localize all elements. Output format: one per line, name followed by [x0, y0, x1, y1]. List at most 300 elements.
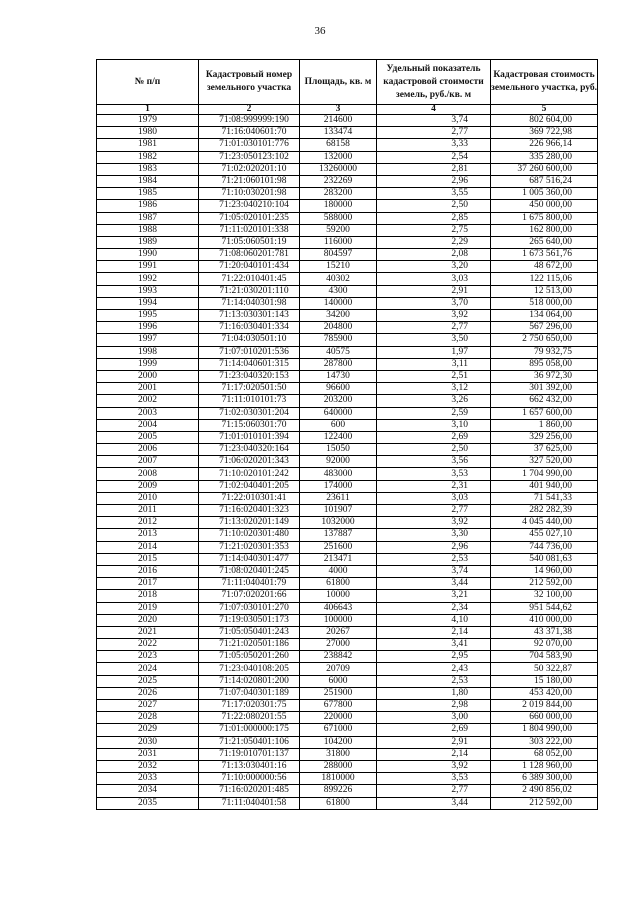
area-value: 20709	[300, 663, 377, 675]
area-value: 1032000	[300, 517, 377, 529]
area-value: 15210	[300, 261, 377, 273]
column-number: 1	[97, 105, 199, 115]
header-cadastral-number: Кадастровый номер земельного участка	[199, 60, 300, 105]
cadastral-cost: 1 675 800,00	[491, 212, 598, 224]
row-number: 1985	[97, 188, 199, 200]
row-number: 1988	[97, 224, 199, 236]
specific-value: 3,70	[377, 297, 491, 309]
area-value: 220000	[300, 712, 377, 724]
specific-value: 2,69	[377, 724, 491, 736]
cadastral-number: 71:01:000000:175	[199, 724, 300, 736]
area-value: 174000	[300, 480, 377, 492]
cadastral-number: 71:05:050401:243	[199, 626, 300, 638]
row-number: 2020	[97, 614, 199, 626]
table-row	[97, 700, 598, 712]
row-number: 2009	[97, 480, 199, 492]
area-value: 14730	[300, 370, 377, 382]
table-row	[97, 760, 598, 772]
specific-value: 3,21	[377, 590, 491, 602]
table-row	[97, 346, 598, 358]
cadastral-number: 71:05:050201:260	[199, 651, 300, 663]
specific-value: 2,81	[377, 163, 491, 175]
specific-value: 3,10	[377, 419, 491, 431]
specific-value: 2,43	[377, 663, 491, 675]
table-row	[97, 188, 598, 200]
cadastral-cost: 1 128 960,00	[491, 760, 598, 772]
specific-value: 2,77	[377, 785, 491, 797]
table-row	[97, 578, 598, 590]
area-value: 288000	[300, 760, 377, 772]
table-body	[97, 115, 598, 810]
table-row	[97, 175, 598, 187]
specific-value: 2,77	[377, 322, 491, 334]
cadastral-number: 71:13:030301:143	[199, 310, 300, 322]
specific-value: 2,59	[377, 407, 491, 419]
row-number: 2022	[97, 639, 199, 651]
specific-value: 2,77	[377, 127, 491, 139]
cadastral-number: 71:10:020301:480	[199, 529, 300, 541]
table-row	[97, 565, 598, 577]
cadastral-number: 71:21:060101:98	[199, 175, 300, 187]
cadastral-number: 71:11:010101:73	[199, 395, 300, 407]
cadastral-cost: 453 420,00	[491, 687, 598, 699]
row-number: 1982	[97, 151, 199, 163]
table-row	[97, 626, 598, 638]
cadastral-number: 71:22:010401:45	[199, 273, 300, 285]
cadastral-cost: 369 722,98	[491, 127, 598, 139]
specific-value: 2,53	[377, 675, 491, 687]
area-value: 671000	[300, 724, 377, 736]
specific-value: 3,74	[377, 115, 491, 127]
cadastral-cost: 329 256,00	[491, 431, 598, 443]
table-row	[97, 395, 598, 407]
cadastral-cost: 4 045 440,00	[491, 517, 598, 529]
cadastral-cost: 122 115,06	[491, 273, 598, 285]
area-value: 27000	[300, 639, 377, 651]
specific-value: 2,08	[377, 249, 491, 261]
row-number: 2010	[97, 492, 199, 504]
cadastral-cost: 71 541,33	[491, 492, 598, 504]
area-value: 600	[300, 419, 377, 431]
cadastral-cost: 2 750 650,00	[491, 334, 598, 346]
table-row	[97, 541, 598, 553]
row-number: 1987	[97, 212, 199, 224]
table-row	[97, 529, 598, 541]
table-row	[97, 297, 598, 309]
cadastral-cost: 2 490 856,02	[491, 785, 598, 797]
row-number: 2011	[97, 505, 199, 517]
specific-value: 2,29	[377, 236, 491, 248]
area-value: 68158	[300, 139, 377, 151]
cadastral-cost: 335 280,00	[491, 151, 598, 163]
area-value: 213471	[300, 553, 377, 565]
table-row	[97, 797, 598, 809]
cadastral-number: 71:21:020301:353	[199, 541, 300, 553]
cadastral-cost: 1 704 990,00	[491, 468, 598, 480]
header-cadastral-cost: Кадастровая стоимость земельного участка, руб.	[491, 60, 598, 105]
row-number: 1984	[97, 175, 199, 187]
cadastral-number: 71:01:030101:776	[199, 139, 300, 151]
specific-value: 3,26	[377, 395, 491, 407]
specific-value: 3,41	[377, 639, 491, 651]
row-number: 2024	[97, 663, 199, 675]
cadastral-number: 71:11:040401:58	[199, 797, 300, 809]
page-number: 36	[314, 25, 326, 37]
area-value: 232269	[300, 175, 377, 187]
cadastral-number: 71:16:040601:70	[199, 127, 300, 139]
cadastral-number: 71:07:020201:66	[199, 590, 300, 602]
specific-value: 3,33	[377, 139, 491, 151]
specific-value: 3,53	[377, 773, 491, 785]
table-row	[97, 590, 598, 602]
area-value: 406643	[300, 602, 377, 614]
cadastral-number: 71:05:060501:19	[199, 236, 300, 248]
cadastral-number: 71:14:040301:477	[199, 553, 300, 565]
specific-value: 2,50	[377, 444, 491, 456]
row-number: 1994	[97, 297, 199, 309]
cadastral-cost: 1 673 561,76	[491, 249, 598, 261]
specific-value: 2,91	[377, 736, 491, 748]
area-value: 15050	[300, 444, 377, 456]
specific-value: 1,97	[377, 346, 491, 358]
area-value: 1810000	[300, 773, 377, 785]
specific-value: 2,54	[377, 151, 491, 163]
specific-value: 1,80	[377, 687, 491, 699]
cadastral-number: 71:21:030201:110	[199, 285, 300, 297]
specific-value: 3,50	[377, 334, 491, 346]
table-row	[97, 419, 598, 431]
area-value: 10000	[300, 590, 377, 602]
header-specific-value: Удельный показатель кадастровой стоимости земель, руб./кв. м	[377, 60, 491, 105]
area-value: 59200	[300, 224, 377, 236]
row-number: 1986	[97, 200, 199, 212]
cadastral-cost: 162 800,00	[491, 224, 598, 236]
table-row	[97, 675, 598, 687]
specific-value: 3,30	[377, 529, 491, 541]
cadastral-cost: 282 282,39	[491, 505, 598, 517]
area-value: 133474	[300, 127, 377, 139]
row-number: 2026	[97, 687, 199, 699]
row-number: 2012	[97, 517, 199, 529]
area-value: 122400	[300, 431, 377, 443]
area-value: 140000	[300, 297, 377, 309]
cadastral-number: 71:10:020101:242	[199, 468, 300, 480]
area-value: 204800	[300, 322, 377, 334]
area-value: 483000	[300, 468, 377, 480]
row-number: 2032	[97, 760, 199, 772]
table-row	[97, 383, 598, 395]
row-number: 1999	[97, 358, 199, 370]
cadastral-cost: 1 860,00	[491, 419, 598, 431]
table-row	[97, 736, 598, 748]
area-value: 6000	[300, 675, 377, 687]
cadastral-cost: 14 960,00	[491, 565, 598, 577]
table-row	[97, 139, 598, 151]
cadastral-cost: 951 544,62	[491, 602, 598, 614]
row-number: 1992	[97, 273, 199, 285]
area-value: 92000	[300, 456, 377, 468]
table-row	[97, 724, 598, 736]
cadastral-number: 71:01:010101:394	[199, 431, 300, 443]
row-number: 2001	[97, 383, 199, 395]
specific-value: 2,51	[377, 370, 491, 382]
specific-value: 2,50	[377, 200, 491, 212]
cadastral-cost: 265 640,00	[491, 236, 598, 248]
specific-value: 2,14	[377, 626, 491, 638]
cadastral-cost: 1 657 600,00	[491, 407, 598, 419]
area-value: 804597	[300, 249, 377, 261]
cadastral-number: 71:23:050123:102	[199, 151, 300, 163]
cadastral-number: 71:15:060301:70	[199, 419, 300, 431]
cadastral-cost: 15 180,00	[491, 675, 598, 687]
row-number: 2002	[97, 395, 199, 407]
row-number: 1990	[97, 249, 199, 261]
specific-value: 2,31	[377, 480, 491, 492]
table-row	[97, 285, 598, 297]
table-row	[97, 224, 598, 236]
table-row	[97, 480, 598, 492]
area-value: 100000	[300, 614, 377, 626]
table-row	[97, 249, 598, 261]
specific-value: 2,77	[377, 505, 491, 517]
cadastral-number: 71:02:020201:10	[199, 163, 300, 175]
specific-value: 3,53	[377, 468, 491, 480]
specific-value: 2,96	[377, 541, 491, 553]
area-value: 101907	[300, 505, 377, 517]
cadastral-number: 71:02:030301:204	[199, 407, 300, 419]
cadastral-cost: 687 516,24	[491, 175, 598, 187]
table-row	[97, 261, 598, 273]
specific-value: 3,92	[377, 310, 491, 322]
cadastral-number: 71:21:020501:186	[199, 639, 300, 651]
specific-value: 3,11	[377, 358, 491, 370]
table-row	[97, 334, 598, 346]
specific-value: 3,00	[377, 712, 491, 724]
row-number: 2015	[97, 553, 199, 565]
table-row	[97, 651, 598, 663]
area-value: 34200	[300, 310, 377, 322]
row-number: 2018	[97, 590, 199, 602]
area-value: 283200	[300, 188, 377, 200]
cadastral-number: 71:13:020201:149	[199, 517, 300, 529]
row-number: 1995	[97, 310, 199, 322]
cadastral-cost: 32 100,00	[491, 590, 598, 602]
cadastral-cost: 1 005 360,00	[491, 188, 598, 200]
cadastral-number: 71:14:040601:315	[199, 358, 300, 370]
row-number: 2004	[97, 419, 199, 431]
row-number: 2027	[97, 700, 199, 712]
cadastral-number: 71:20:040101:434	[199, 261, 300, 273]
cadastral-number: 71:19:030501:173	[199, 614, 300, 626]
cadastral-cost: 36 972,30	[491, 370, 598, 382]
area-value: 23611	[300, 492, 377, 504]
cadastral-cost: 540 081,63	[491, 553, 598, 565]
table-header-row	[97, 60, 598, 105]
specific-value: 3,55	[377, 188, 491, 200]
row-number: 2023	[97, 651, 199, 663]
table-row	[97, 773, 598, 785]
area-value: 13260000	[300, 163, 377, 175]
cadastral-cost: 704 583,90	[491, 651, 598, 663]
area-value: 4300	[300, 285, 377, 297]
table-row	[97, 712, 598, 724]
row-number: 2005	[97, 431, 199, 443]
cadastral-cost: 301 392,00	[491, 383, 598, 395]
table-row	[97, 370, 598, 382]
cadastral-number: 71:13:030401:16	[199, 760, 300, 772]
specific-value: 3,44	[377, 578, 491, 590]
area-value: 61800	[300, 797, 377, 809]
cadastral-number: 71:11:020101:338	[199, 224, 300, 236]
cadastral-value-table	[96, 59, 598, 810]
cadastral-number: 71:23:040320:153	[199, 370, 300, 382]
table-row	[97, 236, 598, 248]
area-value: 96600	[300, 383, 377, 395]
table-row	[97, 407, 598, 419]
row-number: 2034	[97, 785, 199, 797]
specific-value: 3,20	[377, 261, 491, 273]
column-number: 4	[377, 105, 491, 115]
cadastral-cost: 895 058,00	[491, 358, 598, 370]
cadastral-number: 71:08:999999:190	[199, 115, 300, 127]
area-value: 203200	[300, 395, 377, 407]
specific-value: 3,44	[377, 797, 491, 809]
specific-value: 2,91	[377, 285, 491, 297]
area-value: 785900	[300, 334, 377, 346]
area-value: 251600	[300, 541, 377, 553]
area-value: 137887	[300, 529, 377, 541]
specific-value: 2,98	[377, 700, 491, 712]
cadastral-cost: 567 296,00	[491, 322, 598, 334]
row-number: 2029	[97, 724, 199, 736]
table-row	[97, 358, 598, 370]
cadastral-cost: 50 322,87	[491, 663, 598, 675]
area-value: 31800	[300, 748, 377, 760]
area-value: 180000	[300, 200, 377, 212]
area-value: 251900	[300, 687, 377, 699]
specific-value: 2,53	[377, 553, 491, 565]
table-row	[97, 212, 598, 224]
area-value: 61800	[300, 578, 377, 590]
cadastral-number: 71:07:040301:189	[199, 687, 300, 699]
table-row	[97, 444, 598, 456]
column-number-row	[97, 105, 598, 115]
specific-value: 3,74	[377, 565, 491, 577]
cadastral-cost: 6 389 300,00	[491, 773, 598, 785]
row-number: 1979	[97, 115, 199, 127]
row-number: 2006	[97, 444, 199, 456]
cadastral-cost: 226 966,14	[491, 139, 598, 151]
cadastral-number: 71:23:040210:104	[199, 200, 300, 212]
specific-value: 2,96	[377, 175, 491, 187]
cadastral-number: 71:22:080201:55	[199, 712, 300, 724]
cadastral-number: 71:19:010701:137	[199, 748, 300, 760]
area-value: 287800	[300, 358, 377, 370]
area-value: 640000	[300, 407, 377, 419]
table-row	[97, 151, 598, 163]
area-value: 20267	[300, 626, 377, 638]
table-row	[97, 456, 598, 468]
cadastral-cost: 12 513,00	[491, 285, 598, 297]
column-number: 5	[491, 105, 598, 115]
table-row	[97, 492, 598, 504]
cadastral-cost: 48 672,00	[491, 261, 598, 273]
area-value: 40575	[300, 346, 377, 358]
cadastral-number: 71:16:030401:334	[199, 322, 300, 334]
column-number: 2	[199, 105, 300, 115]
specific-value: 2,34	[377, 602, 491, 614]
cadastral-cost: 1 804 990,00	[491, 724, 598, 736]
row-number: 1993	[97, 285, 199, 297]
cadastral-number: 71:10:030201:98	[199, 188, 300, 200]
row-number: 2016	[97, 565, 199, 577]
table-row	[97, 614, 598, 626]
cadastral-cost: 401 940,00	[491, 480, 598, 492]
cadastral-number: 71:14:040301:98	[199, 297, 300, 309]
table-row	[97, 785, 598, 797]
cadastral-number: 71:16:020201:485	[199, 785, 300, 797]
cadastral-cost: 79 932,75	[491, 346, 598, 358]
row-number: 1980	[97, 127, 199, 139]
row-number: 2030	[97, 736, 199, 748]
row-number: 2033	[97, 773, 199, 785]
table-row	[97, 663, 598, 675]
table-row	[97, 639, 598, 651]
row-number: 1997	[97, 334, 199, 346]
cadastral-number: 71:05:020101:235	[199, 212, 300, 224]
cadastral-number: 71:23:040108:205	[199, 663, 300, 675]
cadastral-cost: 134 064,00	[491, 310, 598, 322]
column-number: 3	[300, 105, 377, 115]
table-row	[97, 517, 598, 529]
row-number: 1996	[97, 322, 199, 334]
cadastral-number: 71:14:020801:200	[199, 675, 300, 687]
specific-value: 2,85	[377, 212, 491, 224]
area-value: 677800	[300, 700, 377, 712]
table-row	[97, 468, 598, 480]
row-number: 2013	[97, 529, 199, 541]
specific-value: 3,12	[377, 383, 491, 395]
cadastral-cost: 662 432,00	[491, 395, 598, 407]
specific-value: 3,92	[377, 517, 491, 529]
table-row	[97, 127, 598, 139]
cadastral-cost: 327 520,00	[491, 456, 598, 468]
cadastral-cost: 37 625,00	[491, 444, 598, 456]
table-row	[97, 200, 598, 212]
cadastral-number: 71:17:020501:50	[199, 383, 300, 395]
cadastral-number: 71:04:030501:10	[199, 334, 300, 346]
area-value: 588000	[300, 212, 377, 224]
table-row	[97, 115, 598, 127]
area-value: 116000	[300, 236, 377, 248]
area-value: 104200	[300, 736, 377, 748]
row-number: 1998	[97, 346, 199, 358]
row-number: 2031	[97, 748, 199, 760]
row-number: 2014	[97, 541, 199, 553]
cadastral-cost: 660 000,00	[491, 712, 598, 724]
cadastral-cost: 212 592,00	[491, 797, 598, 809]
row-number: 2008	[97, 468, 199, 480]
row-number: 1989	[97, 236, 199, 248]
row-number: 2025	[97, 675, 199, 687]
cadastral-cost: 212 592,00	[491, 578, 598, 590]
row-number: 2035	[97, 797, 199, 809]
row-number: 1983	[97, 163, 199, 175]
cadastral-cost: 92 070,00	[491, 639, 598, 651]
area-value: 4000	[300, 565, 377, 577]
specific-value: 2,95	[377, 651, 491, 663]
cadastral-cost: 802 604,00	[491, 115, 598, 127]
